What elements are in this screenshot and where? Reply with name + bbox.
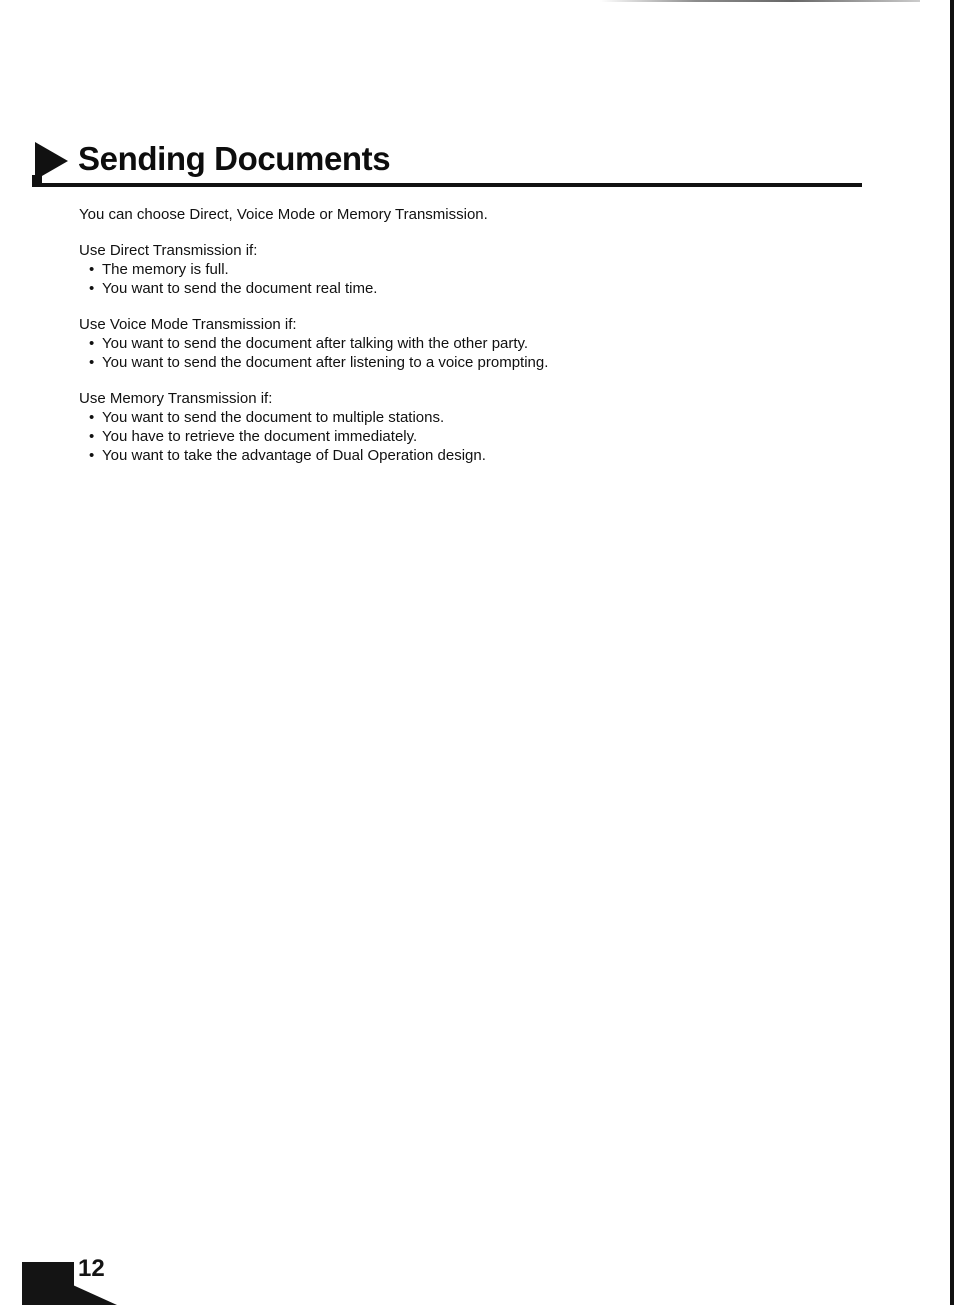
section-voice-mode-transmission bbox=[79, 315, 779, 372]
scan-border-right bbox=[950, 0, 954, 1305]
bullet-list bbox=[79, 408, 779, 465]
list-item: • You want to send the document after talking with the other party. bbox=[89, 334, 779, 353]
section-title-block bbox=[32, 137, 862, 189]
page-title: Sending Documents bbox=[78, 140, 391, 177]
list-item: • You have to retrieve the document immediately. bbox=[89, 427, 779, 446]
list-item: • You want to take the advantage of Dual Operation design. bbox=[89, 446, 779, 465]
intro-paragraph: You can choose Direct, Voice Mode or Memory Transmission. bbox=[79, 206, 488, 223]
bullet-list bbox=[79, 334, 779, 372]
section-heading: Use Memory Transmission if: bbox=[79, 390, 273, 407]
list-item: • You want to send the document after listening to a voice prompting. bbox=[89, 353, 779, 372]
main-content bbox=[79, 205, 779, 482]
section-heading: Use Voice Mode Transmission if: bbox=[79, 316, 297, 333]
page-number: 12 bbox=[78, 1255, 105, 1282]
list-item: • The memory is full. bbox=[89, 260, 779, 279]
section-heading: Use Direct Transmission if: bbox=[79, 242, 258, 259]
page-number-tab bbox=[22, 1256, 122, 1305]
page-tab-block bbox=[22, 1262, 74, 1305]
title-underline bbox=[32, 183, 862, 187]
bullet-list bbox=[79, 260, 779, 298]
scan-border-top bbox=[600, 0, 920, 2]
section-memory-transmission bbox=[79, 389, 779, 465]
list-item: • You want to send the document to multiple stations. bbox=[89, 408, 779, 427]
list-item: • You want to send the document real time. bbox=[89, 279, 779, 298]
section-direct-transmission bbox=[79, 241, 779, 298]
